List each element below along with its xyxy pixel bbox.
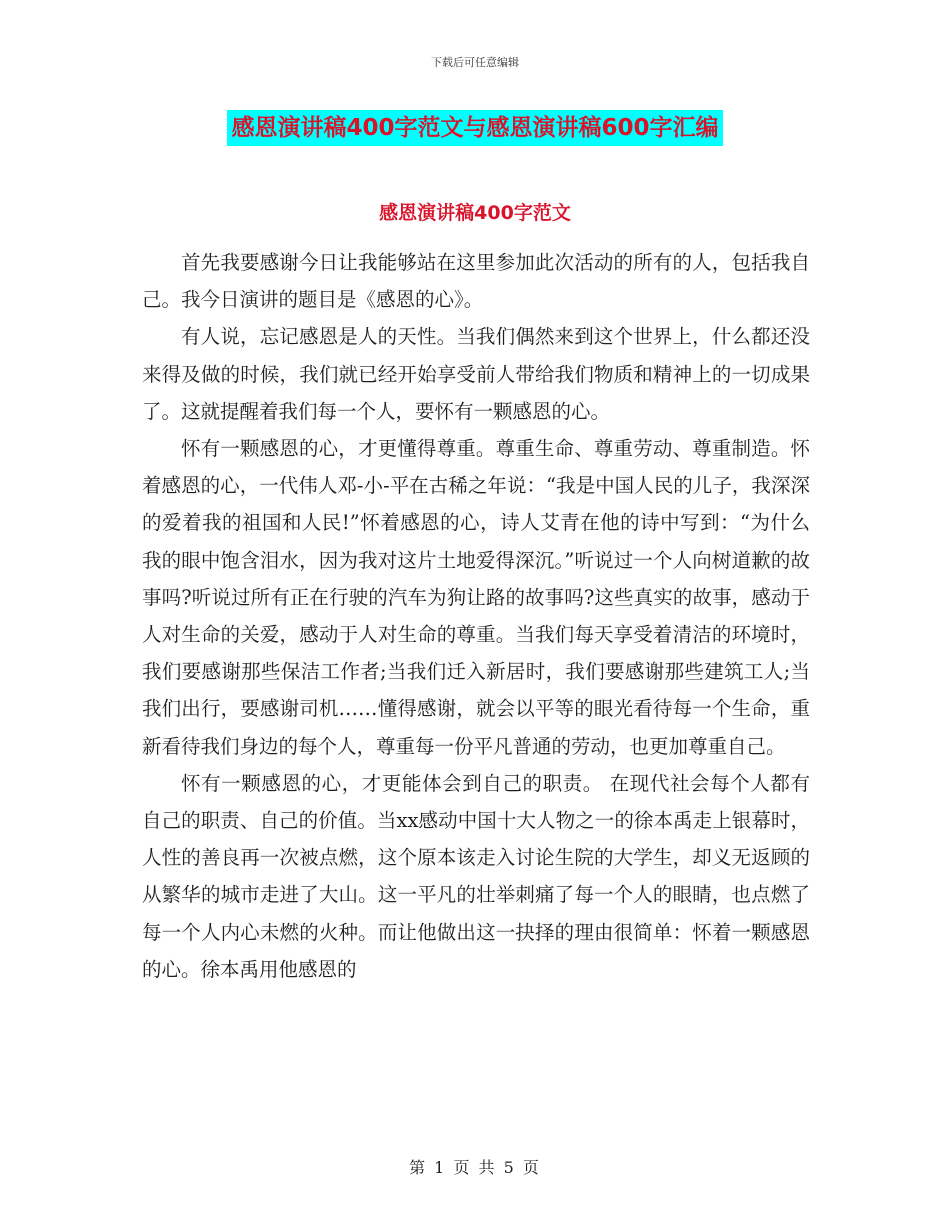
page-footer: 第 1 页 共 5 页: [409, 1158, 541, 1177]
paragraph: 有人说，忘记感恩是人的天性。当我们偶然来到这个世界上，什么都还没来得及做的时候，我们就已经开始享受前人带给我们物质和精神上的一切成果了。这就提醒着我们每一个人，要怀有一颗感恩的心。: [142, 325, 810, 423]
document-title-text: 感恩演讲稿400字范文与感恩演讲稿600字汇编: [227, 110, 722, 146]
header-note: 下载后可任意编辑: [431, 56, 519, 69]
section-title: 感恩演讲稿400字范文: [379, 202, 571, 224]
document-title: [0, 110, 950, 146]
paragraph: 首先我要感谢今日让我能够站在这里参加此次活动的所有的人，包括我自己。我今日演讲的题目是《感恩的心》。: [142, 251, 810, 312]
paragraph: 怀有一颗感恩的心，才更懂得尊重。尊重生命、尊重劳动、尊重制造。怀着感恩的心，一代伟人邓-小-平在古稀之年说：“我是中国人民的儿子，我深深的爱着我的祖国和人民!”怀着感恩的心，诗人艾青在他的诗中写到：“为什么我的眼中饱含泪水，因为我对这片土地爱得深沉。”听说过一个人向树道歉的故事吗?听说过所有正在行驶的汽车为狗让路的故事吗?这些真实的故事，感动于人对生命的关爱，感动于人对生命的尊重。当我们每天享受着清洁的环境时，我们要感谢那些保洁工作者;当我们迁入新居时，我们要感谢那些建筑工人;当我们出行，要感谢司机……懂得感谢，就会以平等的眼光看待每一个生命，重新看待我们身边的每个人，尊重每一份平凡普通的劳动，也更加尊重自己。: [142, 437, 810, 758]
document-body: [142, 244, 810, 988]
paragraph: 怀有一颗感恩的心，才更能体会到自己的职责。 在现代社会每个人都有自己的职责、自己的价值。当xx感动中国十大人物之一的徐本禹走上银幕时，人性的善良再一次被点燃，这个原本该走入讨论生院的大学生，却义无返顾的从繁华的城市走进了大山。这一平凡的壮举刺痛了每一个人的眼睛，也点燃了每一个人内心未燃的火种。而让他做出这一抉择的理由很简单：怀着一颗感恩的心。徐本禹用他感恩的: [142, 771, 810, 981]
